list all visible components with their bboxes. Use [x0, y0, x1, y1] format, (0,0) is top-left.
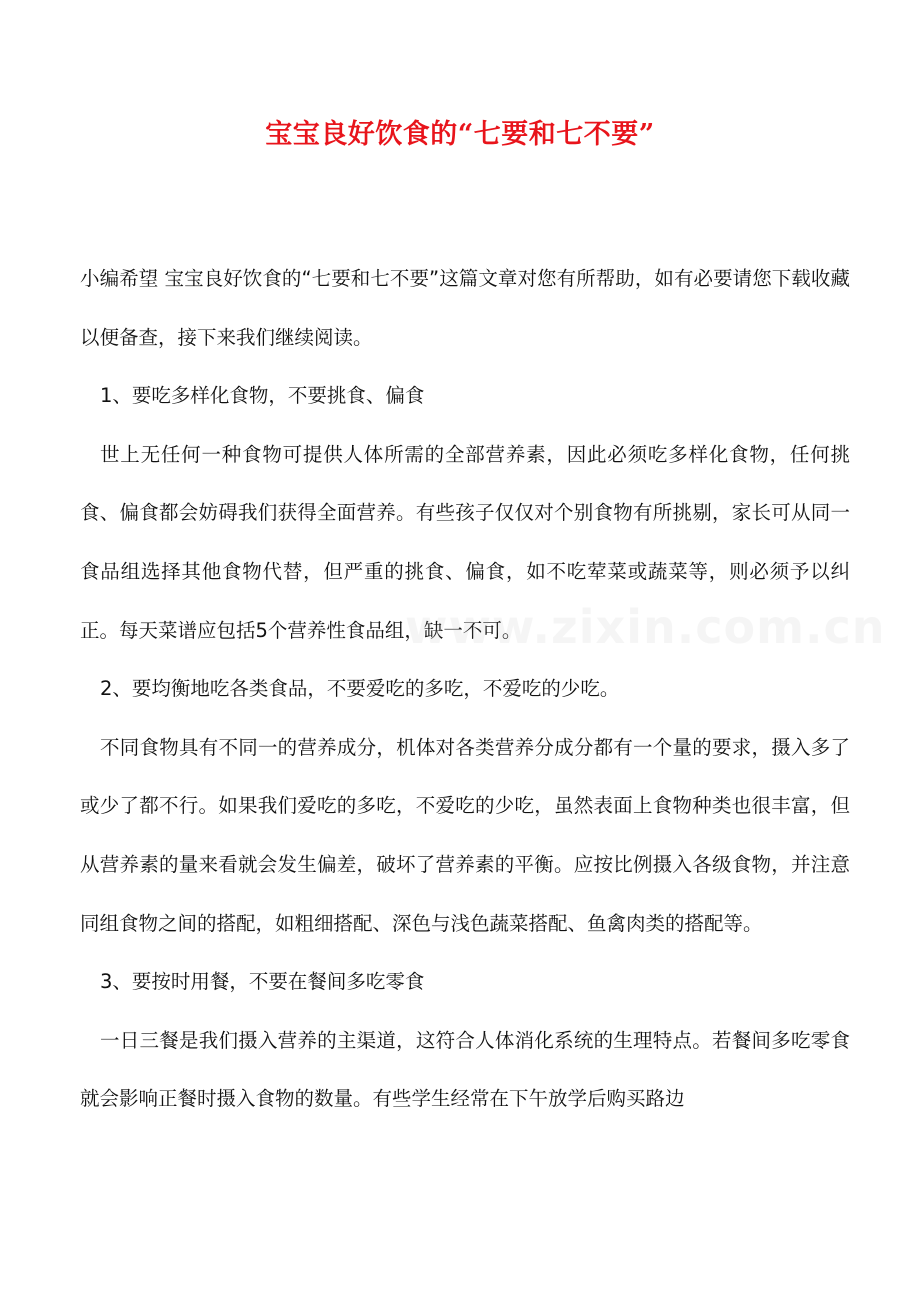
section-paragraph-1: 世上无任何一种食物可提供人体所需的全部营养素，因此必须吃多样化食物，任何挑食、偏食都会妨碍我们获得全面营养。有些孩子仅仅对个别食物有所挑剔，家长可从同一食品组选择其他食物代替，但严重的挑食、偏食，如不吃荤菜或蔬菜等，则必须予以纠正。每天菜谱应包括5个营养性食品组，缺一不可。 — [80, 442, 850, 642]
section-paragraph-3: 一日三餐是我们摄入营养的主渠道，这符合人体消化系统的生理特点。若餐间多吃零食就会影响正餐时摄入食物的数量。有些学生经常在下午放学后购买路边 — [80, 1028, 850, 1111]
section-heading-1: 1、要吃多样化食物，不要挑食、偏食 — [100, 384, 425, 408]
section-heading-3: 3、要按时用餐，不要在餐间多吃零食 — [100, 970, 425, 994]
section-paragraph-2: 不同食物具有不同一的营养成分，机体对各类营养分成分都有一个量的要求，摄入多了或少了都不行。如果我们爱吃的多吃，不爱吃的少吃，虽然表面上食物种类也很丰富，但从营养素的量来看就会发生偏差，破坏了营养素的平衡。应按比例摄入各级食物，并注意同组食物之间的搭配，如粗细搭配、深色与浅色蔬菜搭配、鱼禽肉类的搭配等。 — [80, 735, 850, 935]
document-title: 宝宝良好饮食的“七要和七不要” — [265, 119, 655, 150]
document-body — [80, 250, 850, 1129]
section-heading-2: 2、要均衡地吃各类食品，不要爱吃的多吃，不爱吃的少吃。 — [100, 677, 620, 701]
watermark-text: www.zixin.com.cn — [405, 600, 886, 654]
intro-paragraph: 小编希望 宝宝良好饮食的“七要和七不要”这篇文章对您有所帮助，如有必要请您下载收藏以便备查，接下来我们继续阅读。 — [80, 267, 850, 349]
